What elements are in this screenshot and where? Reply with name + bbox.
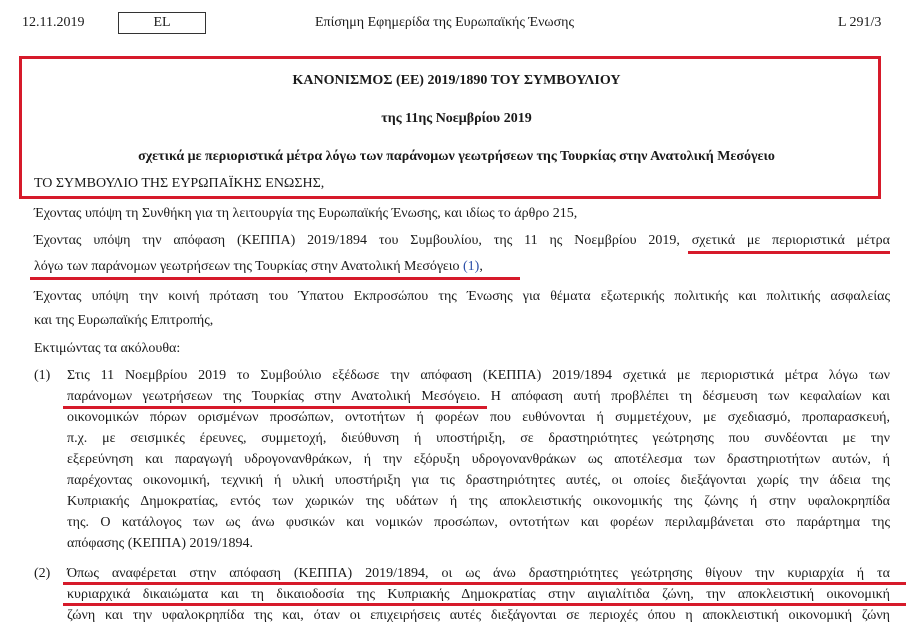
- recital-number: (2): [34, 566, 51, 581]
- recital1-line: παράνομων γεωτρήσεων της Τουρκίας στην Ανατολική Μεσόγειο. Η απόφαση αυτή προβλέπει τη δέσμευση των κεφαλαίων και: [67, 389, 890, 404]
- underline-mark: [63, 406, 487, 409]
- citation-treaty: Έχοντας υπόψη τη Συνθήκη για τη λειτουργία της Ευρωπαϊκής Ένωσης, και ιδίως το άρθρο 215,: [34, 206, 578, 221]
- underline-mark: [688, 251, 890, 254]
- underline-mark: [63, 603, 906, 606]
- publication-date: 12.11.2019: [22, 15, 85, 30]
- regulation-date: της 11ης Νοεμβρίου 2019: [381, 111, 532, 126]
- recital2-line: κυριαρχικά δικαιώματα και τη δικαιοδοσία της Κυπριακής Δημοκρατίας στην αιγιαλίτιδα ζώνη, την αποκλειστική οικονομική: [67, 587, 890, 602]
- recital1-last-line: απόφασης (ΚΕΠΠΑ) 2019/1894.: [67, 536, 253, 551]
- citation-decision-line1: Έχοντας υπόψη την απόφαση (ΚΕΠΠΑ) 2019/1894 του Συμβουλίου, της 11 ης Νοεμβρίου 2019, σχετικά με περιοριστικά μέτρα: [34, 233, 890, 248]
- language-badge: EL: [118, 12, 206, 34]
- footnote-link[interactable]: (1): [463, 259, 480, 274]
- citation-decision-text: λόγω των παράνομων γεωτρήσεων της Τουρκίας στην Ανατολική Μεσόγειο: [34, 259, 460, 274]
- recital2-line: Όπως αναφέρεται στην απόφαση (ΚΕΠΠΑ) 2019/1894, οι ως άνω δραστηριότητες γεώτρησης θίγουν την κυριαρχία ή τα: [67, 566, 890, 581]
- underline-mark: [63, 582, 906, 585]
- recital-number: (1): [34, 368, 51, 383]
- journal-title: Επίσημη Εφημερίδα της Ευρωπαϊκής Ένωσης: [315, 15, 575, 30]
- recital1-line: οικονομικών πόρων ορισμένων προσώπων, οντοτήτων ή φορέων που ευθύνονται ή συμμετέχουν, με σχεδιασμό, προπαρασκευή,: [67, 410, 890, 425]
- regulation-subject: σχετικά με περιοριστικά μέτρα λόγω των παράνομων γεωτρήσεων της Τουρκίας στην Ανατολική Μεσόγειο: [138, 149, 775, 164]
- page-number: L 291/3: [838, 15, 882, 30]
- citation-proposal-line1: Έχοντας υπόψη την κοινή πρόταση του Ύπατου Εκπροσώπου της Ένωσης για θέματα εξωτερικής πολιτικής και πολιτικής ασφαλείας: [34, 289, 890, 304]
- recital1-line: π.χ. με σεισμικές έρευνες, συμμετοχή, διεύθυνση ή υποστήριξη, σε δραστηριότητες γεώτρησης που συνδέονται με την: [67, 431, 890, 446]
- recital1-line: εξερεύνηση και παραγωγή υδρογονανθράκων, ή την εξόρυξη υδρογονανθράκων ως αποτέλεσμα των δραστηριοτήτων αυτών, ή: [67, 452, 890, 467]
- citation-proposal-line2: και της Ευρωπαϊκής Επιτροπής,: [34, 313, 214, 328]
- recital1-line: της. Ο κατάλογος των ως άνω φυσικών και νομικών προσώπων, οντοτήτων και φορέων περιλαμβάνεται στο παράρτημα της: [67, 515, 890, 530]
- regulation-title: ΚΑΝΟΝΙΣΜΟΣ (ΕΕ) 2019/1890 ΤΟΥ ΣΥΜΒΟΥΛΙΟΥ: [292, 73, 621, 88]
- recital1-line: Κυπριακής Δημοκρατίας, εντός των χωρικών της υδάτων ή της αποκλειστικής οικονομικής της ζώνης ή στην υφαλοκρηπίδα: [67, 494, 890, 509]
- council-heading: ΤΟ ΣΥΜΒΟΥΛΙΟ ΤΗΣ ΕΥΡΩΠΑΪΚΗΣ ΕΝΩΣΗΣ,: [34, 176, 325, 191]
- underline-mark: [30, 277, 520, 280]
- recital1-line: Στις 11 Νοεμβρίου 2019 το Συμβούλιο εξέδωσε την απόφαση (ΚΕΠΠΑ) 2019/1894 σχετικά με περιοριστικά μέτρα λόγω των: [67, 368, 890, 383]
- recital1-line: παρέχοντας οικονομική, τεχνική ή υλική υποστήριξη για τις δραστηριότητες αυτές, οι οποίες διεξάγονται χωρίς την άδεια της: [67, 473, 890, 488]
- citation-decision-end: ,: [479, 259, 483, 274]
- citation-decision-line2: [34, 259, 483, 275]
- recital2-line: ζώνη και την υφαλοκρηπίδα της και, όταν οι επιχειρήσεις αυτές διεξάγονται σε περιοχές όπου η αποκλειστική οικονομική ζώνη: [67, 608, 890, 623]
- whereas-heading: Εκτιμώντας τα ακόλουθα:: [34, 341, 181, 356]
